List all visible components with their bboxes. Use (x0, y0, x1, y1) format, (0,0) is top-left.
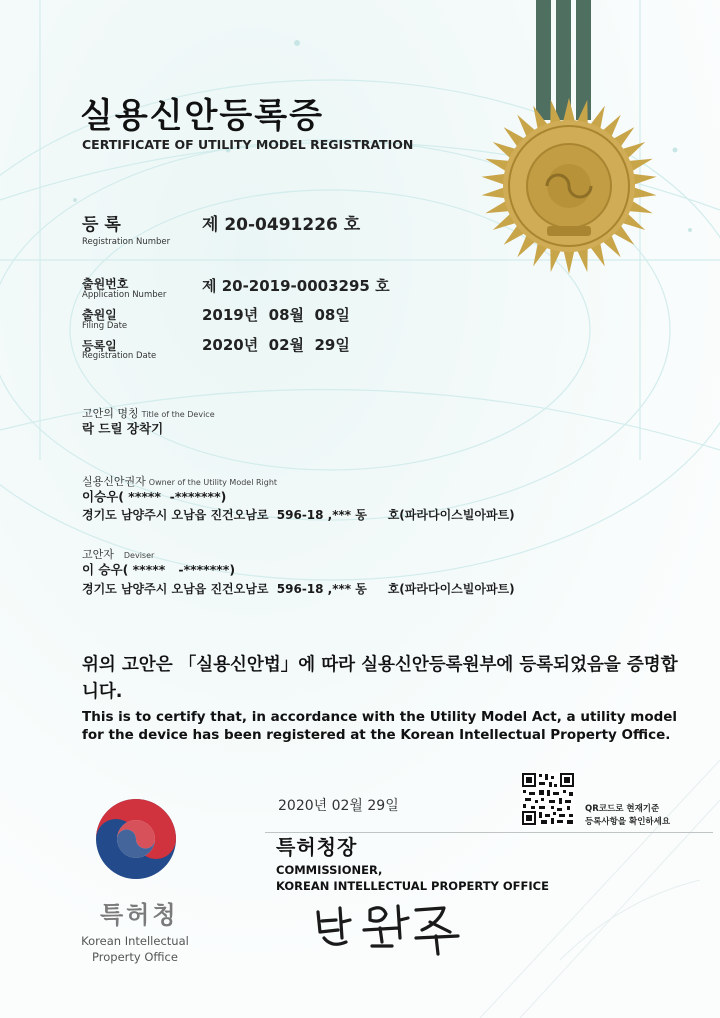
office-name-ko: 특허청 (100, 901, 179, 929)
device-title-label-ko: 고안의 명칭 (82, 407, 139, 420)
registration-date: 2020년 02월 29일 (202, 336, 350, 354)
issue-date: 2020년 02월 29일 (278, 798, 399, 814)
registration-date-label-en: Registration Date (82, 351, 157, 361)
deviser-address: 경기도 남양주시 오남읍 진건오남로 596-18 ,*** 동 호(파라다이스빌아파트) (82, 582, 515, 596)
filing-date: 2019년 08월 08일 (202, 306, 350, 324)
certificate-title-en: CERTIFICATE OF UTILITY MODEL REGISTRATION (82, 137, 414, 152)
qr-note (585, 803, 670, 829)
commissioner-line-2: KOREAN INTELLECTUAL PROPERTY OFFICE (276, 879, 549, 893)
device-title: 락 드릴 장착기 (82, 421, 164, 436)
registration-label-en: Registration Number (82, 237, 171, 247)
qr-note-line-1: QR코드로 현재기준 (585, 804, 660, 814)
owner-name: 이승우( ***** -*******) (82, 489, 227, 504)
certificate-title: 실용신안등록증 (80, 96, 324, 136)
declaration-en: This is to certify that, in accordance with the Utility Model Act, a utility model for the device has been registered at the Korean Intellectual Property Office. (82, 709, 678, 743)
device-title-label-en: Title of the Device (141, 410, 215, 419)
registration-date-label: 등록일 (82, 339, 117, 353)
filing-date-label-en: Filing Date (82, 321, 128, 331)
qr-code-icon[interactable] (521, 772, 575, 826)
signature-image (312, 898, 472, 958)
kipo-logo-icon (94, 797, 178, 881)
registration-label: 등 록 (82, 215, 121, 235)
commissioner-line-1: COMMISSIONER, (276, 863, 383, 877)
deviser-label-ko: 고안자 (82, 548, 114, 561)
owner-label-ko: 실용신안권자 (82, 475, 146, 488)
qr-note-line-2: 등록사항을 확인하세요 (585, 817, 671, 827)
gold-seal-icon (478, 0, 660, 280)
filing-date-label: 출원일 (82, 308, 117, 322)
application-label-en: Application Number (82, 290, 167, 300)
application-label: 출원번호 (82, 277, 129, 291)
registration-number: 제 20-0491226 호 (202, 215, 361, 235)
owner-label-en: Owner of the Utility Model Right (148, 478, 278, 487)
deviser-name: 이 승우( ***** -*******) (82, 562, 236, 577)
owner-address: 경기도 남양주시 오남읍 진건오남로 596-18 ,*** 동 호(파라다이스빌아파트) (82, 508, 515, 522)
declaration-ko: 위의 고안은 「실용신안법」에 따라 실용신안등록원부에 등록되었음을 증명합니다. (82, 655, 678, 702)
commissioner-title-en (276, 862, 549, 894)
commissioner-title-ko: 특허청장 (276, 835, 358, 859)
office-name-en: Korean Intellectual Property Office (81, 934, 189, 964)
application-number: 제 20-2019-0003295 호 (202, 277, 390, 295)
deviser-label-en: Deviser (123, 551, 155, 560)
